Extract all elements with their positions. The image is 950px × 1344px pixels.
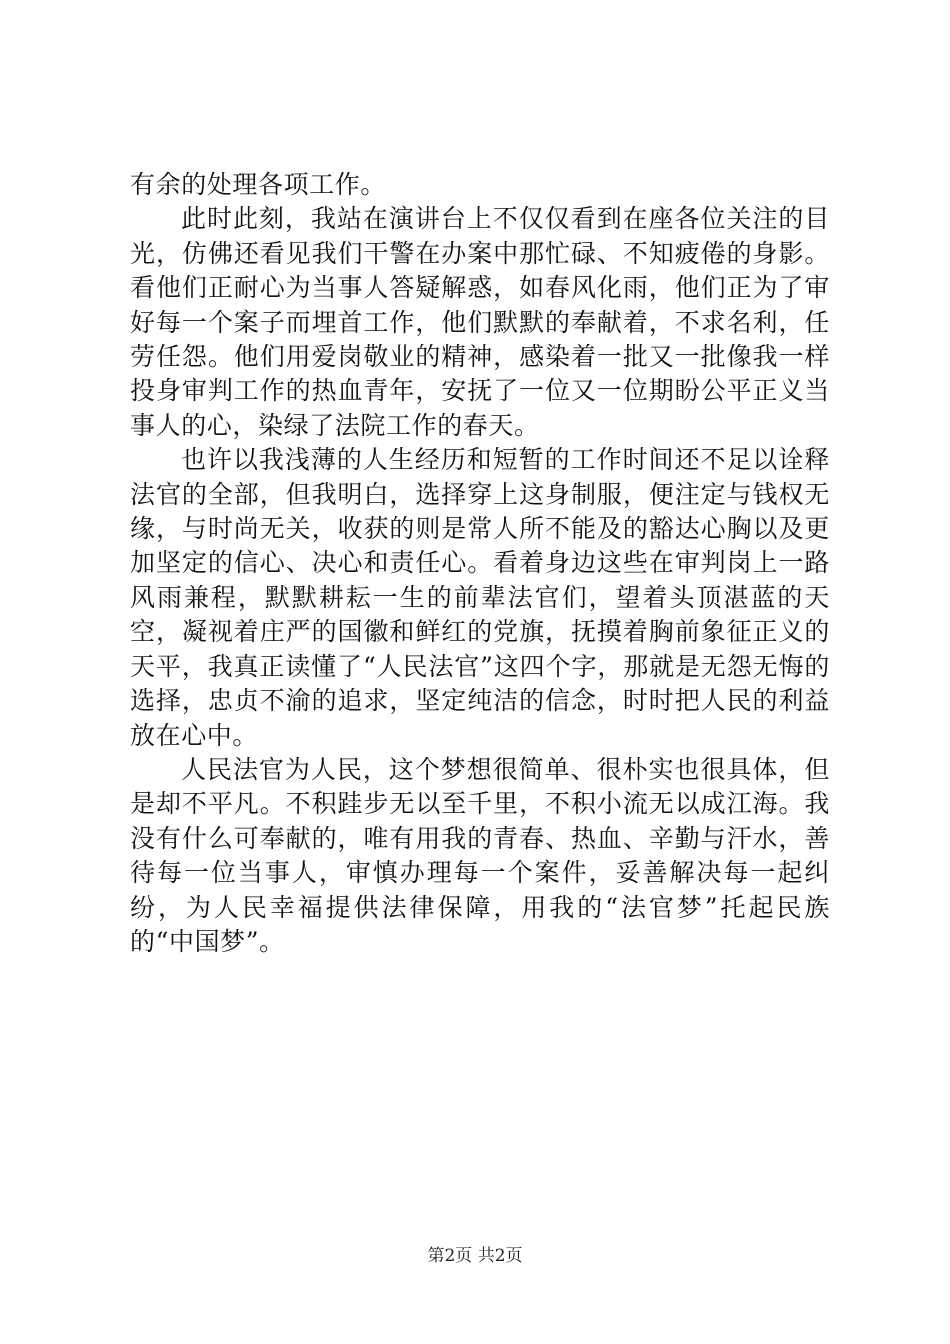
paragraph-continued: 有余的处理各项工作。 xyxy=(130,170,387,199)
paragraph: 人民法官为人民，这个梦想很简单、很朴实也很具体，但是却不平凡。不积跬步无以至千里，不积小流无以成江海。我没有什么可奉献的，唯有用我的青春、热血、辛勤与汗水，善待每一位当事人，审慎办理每一个案件，妥善解决每一起纠纷，为人民幸福提供法律保障，用我的“法官梦”托起民族的“中国梦”。 xyxy=(130,754,830,956)
paragraph: 也许以我浅薄的人生经历和短暂的工作时间还不足以诠释法官的全部，但我明白，选择穿上这身制服，便注定与钱权无缘，与时尚无关，收获的则是常人所不能及的豁达心胸以及更加坚定的信心、决心和责任心。看着身边这些在审判岗上一路风雨兼程，默默耕耘一生的前辈法官们，望着头顶湛蓝的天空，凝视着庄严的国徽和鲜红的党旗，抚摸着胸前象征正义的天平，我真正读懂了“人民法官”这四个字，那就是无怨无悔的选择，忠贞不渝的追求，坚定纯洁的信念，时时把人民的利益放在心中。 xyxy=(130,445,830,750)
paragraph: 此时此刻，我站在演讲台上不仅仅看到在座各位关注的目光，仿佛还看见我们干警在办案中那忙碌、不知疲倦的身影。看他们正耐心为当事人答疑解惑，如春风化雨，他们正为了审好每一个案子而埋首工作，他们默默的奉献着，不求名利，任劳任怨。他们用爱岗敬业的精神，感染着一批又一批像我一样投身审判工作的热血青年，安抚了一位又一位期盼公平正义当事人的心，染绿了法院工作的春天。 xyxy=(130,204,830,440)
document-body xyxy=(130,168,830,959)
page-number-footer: 第2页 共2页 xyxy=(427,1246,523,1266)
